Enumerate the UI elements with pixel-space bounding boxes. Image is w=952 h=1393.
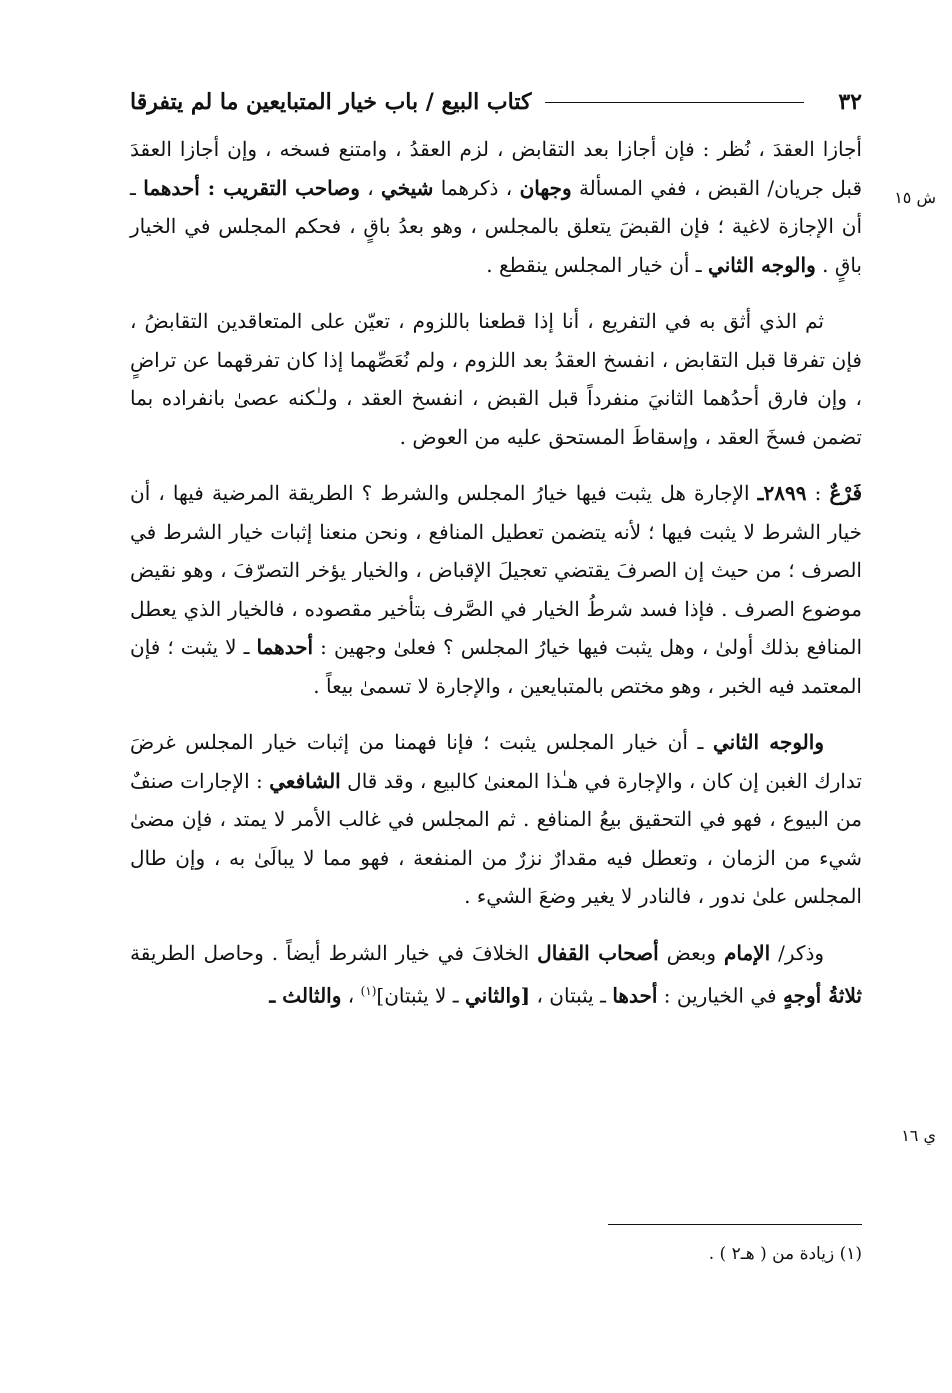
text-run: :	[806, 481, 830, 505]
bold-term: أحدها	[612, 983, 658, 1008]
paragraph-2: ثم الذي أثق به في التفريع ، أنا إذا قطعنا باللزوم ، تعيّن على المتعاقدين التقابضُ ، فإن تفرقا قبل التقابض ، انفسخ العقدُ بعد اللزوم ، ولم نُعَصِّهما إذا كان تفرقهما عن تراضٍ ، وإن فارق أحدُهما الثانيَ منفرداً قبل القبض ، انفسخ العقد ، ولـٰكنه عصىٰ بانفراده بما تضمن فسخَ العقد ، وإسقاطَ المستحق عليه من العوض .	[130, 309, 862, 449]
text-run: ،	[341, 983, 361, 1008]
bold-term: والثالث ـ	[269, 983, 342, 1008]
text-run: وذكر/	[770, 940, 825, 965]
text-run: ، ذكرهما	[433, 175, 520, 200]
text-run: ـ أن خيار المجلس يثبت ؛ فإنا فهمنا من إثبات خيار المجلس غرضَ تدارك الغبن إن كان ، والإجارة في هـٰذا المعنىٰ كالبيع ، وقد قال	[130, 730, 862, 793]
margin-note-sh15: ش ١٥	[894, 188, 936, 207]
issue-number: ٢٨٩٩ـ	[757, 481, 807, 505]
bold-term: شيخي	[381, 175, 434, 200]
footnote-marker: (١)	[360, 984, 377, 998]
page-number: ٣٢	[838, 89, 862, 115]
text-run: ـ يثبتان ،	[530, 983, 613, 1008]
running-header	[130, 84, 862, 120]
text-run: الإجارة هل يثبت فيها خيارُ المجلس والشرط ؟ الطريقة المرضية فيها ، أن خيار الشرط لا يثبت فيها ؛ لأنه يتضمن تعطيل المنافع ، ونحن منعنا إثبات خيار الشرط في الصرف ؛ من حيث إن الصرفَ يقتضي تعجيلَ الإقباض ، والخيار يؤخر التصرّفَ ، وهو نقيض موضوع الصرف . فإذا فسد شرطُ الخيار في الصَّرف بتأخير مقصوده ، فالخيار الذي يعطل المنافع بذلك أولىٰ ، وهل يثبت فيها خيارُ المجلس ؟ فعلىٰ وجهين :	[130, 481, 863, 659]
footnote: (١) زيادة من ( هـ٢ ) .	[708, 1244, 862, 1264]
text-run: : الإجارات صنفٌ من البيوع ، فهو في التحقيق بيعُ المنافع . ثم المجلس في غالب الأمر لا يمتد ، فإن مضىٰ شيء من الزمان ، وتعطل فيه مقدارٌ نزرٌ من المنفعة ، فهو مما لا يبالَىٰ به ، وإن طال المجلس علىٰ ندور ، فالنادر لا يغير وضعَ الشيء .	[130, 768, 862, 908]
paragraph-1	[130, 130, 862, 284]
text-run: ،	[359, 175, 382, 200]
text-run: ـ أن الإجازة لاغية ؛ فإن القبضَ يتعلق بالمجلس ، وهو بعدُ باقٍ ، فحكم المجلس في الخيار باقٍ .	[130, 175, 862, 277]
paragraph-5	[130, 934, 862, 1016]
bold-term: أصحاب القفال	[537, 940, 659, 965]
text-run: الخلافَ في خيار الشرط أيضاً . وحاصل الطريقة	[130, 940, 538, 965]
text-run: أجازا العقدَ ، نُظر : فإن أجازا بعد التقابض ، لزم العقدُ ، وامتنع فسخه ، وإن أجازا العقدَ قبل جريان/ القبض ، ففي المسألة	[130, 137, 863, 200]
header-rule	[545, 102, 804, 103]
bold-term: وصاحب التقريب : أحدهما	[143, 175, 360, 200]
bold-term: الشافعي	[269, 768, 341, 793]
bold-term: وجهان	[519, 175, 572, 200]
text-run: وبعض	[658, 940, 725, 965]
text-run: في الخيارين :	[657, 983, 783, 1008]
text-run: ـ لا يثبت ؛ فإن المعتمد فيه الخبر ، وهو مختص بالمتبايعين ، والإجارة لا تسمىٰ بيعاً .	[130, 635, 862, 698]
header-title: كتاب البيع / باب خيار المتبايعين ما لم يتفرقا	[130, 89, 532, 115]
main-text	[130, 130, 862, 1015]
bold-term: والوجه الثاني	[713, 730, 824, 754]
bold-term: [والثاني	[464, 983, 531, 1008]
paragraph-3	[130, 474, 862, 705]
bold-term: أحدهما	[256, 635, 314, 659]
paragraph-4	[130, 723, 862, 916]
text-run: ـ أن خيار المجلس ينقطع .	[486, 252, 709, 277]
bold-term: والوجه الثاني	[708, 252, 816, 277]
bold-term: ثلاثةُ أوجهٍ	[782, 983, 862, 1008]
footnote-divider	[608, 1224, 862, 1225]
bold-term: الإمام	[724, 940, 771, 965]
far-heading: فَرْعٌ	[829, 481, 862, 505]
text-run: ـ لا يثبتان]	[376, 983, 465, 1008]
margin-note-y16: ي ١٦	[901, 1126, 936, 1145]
